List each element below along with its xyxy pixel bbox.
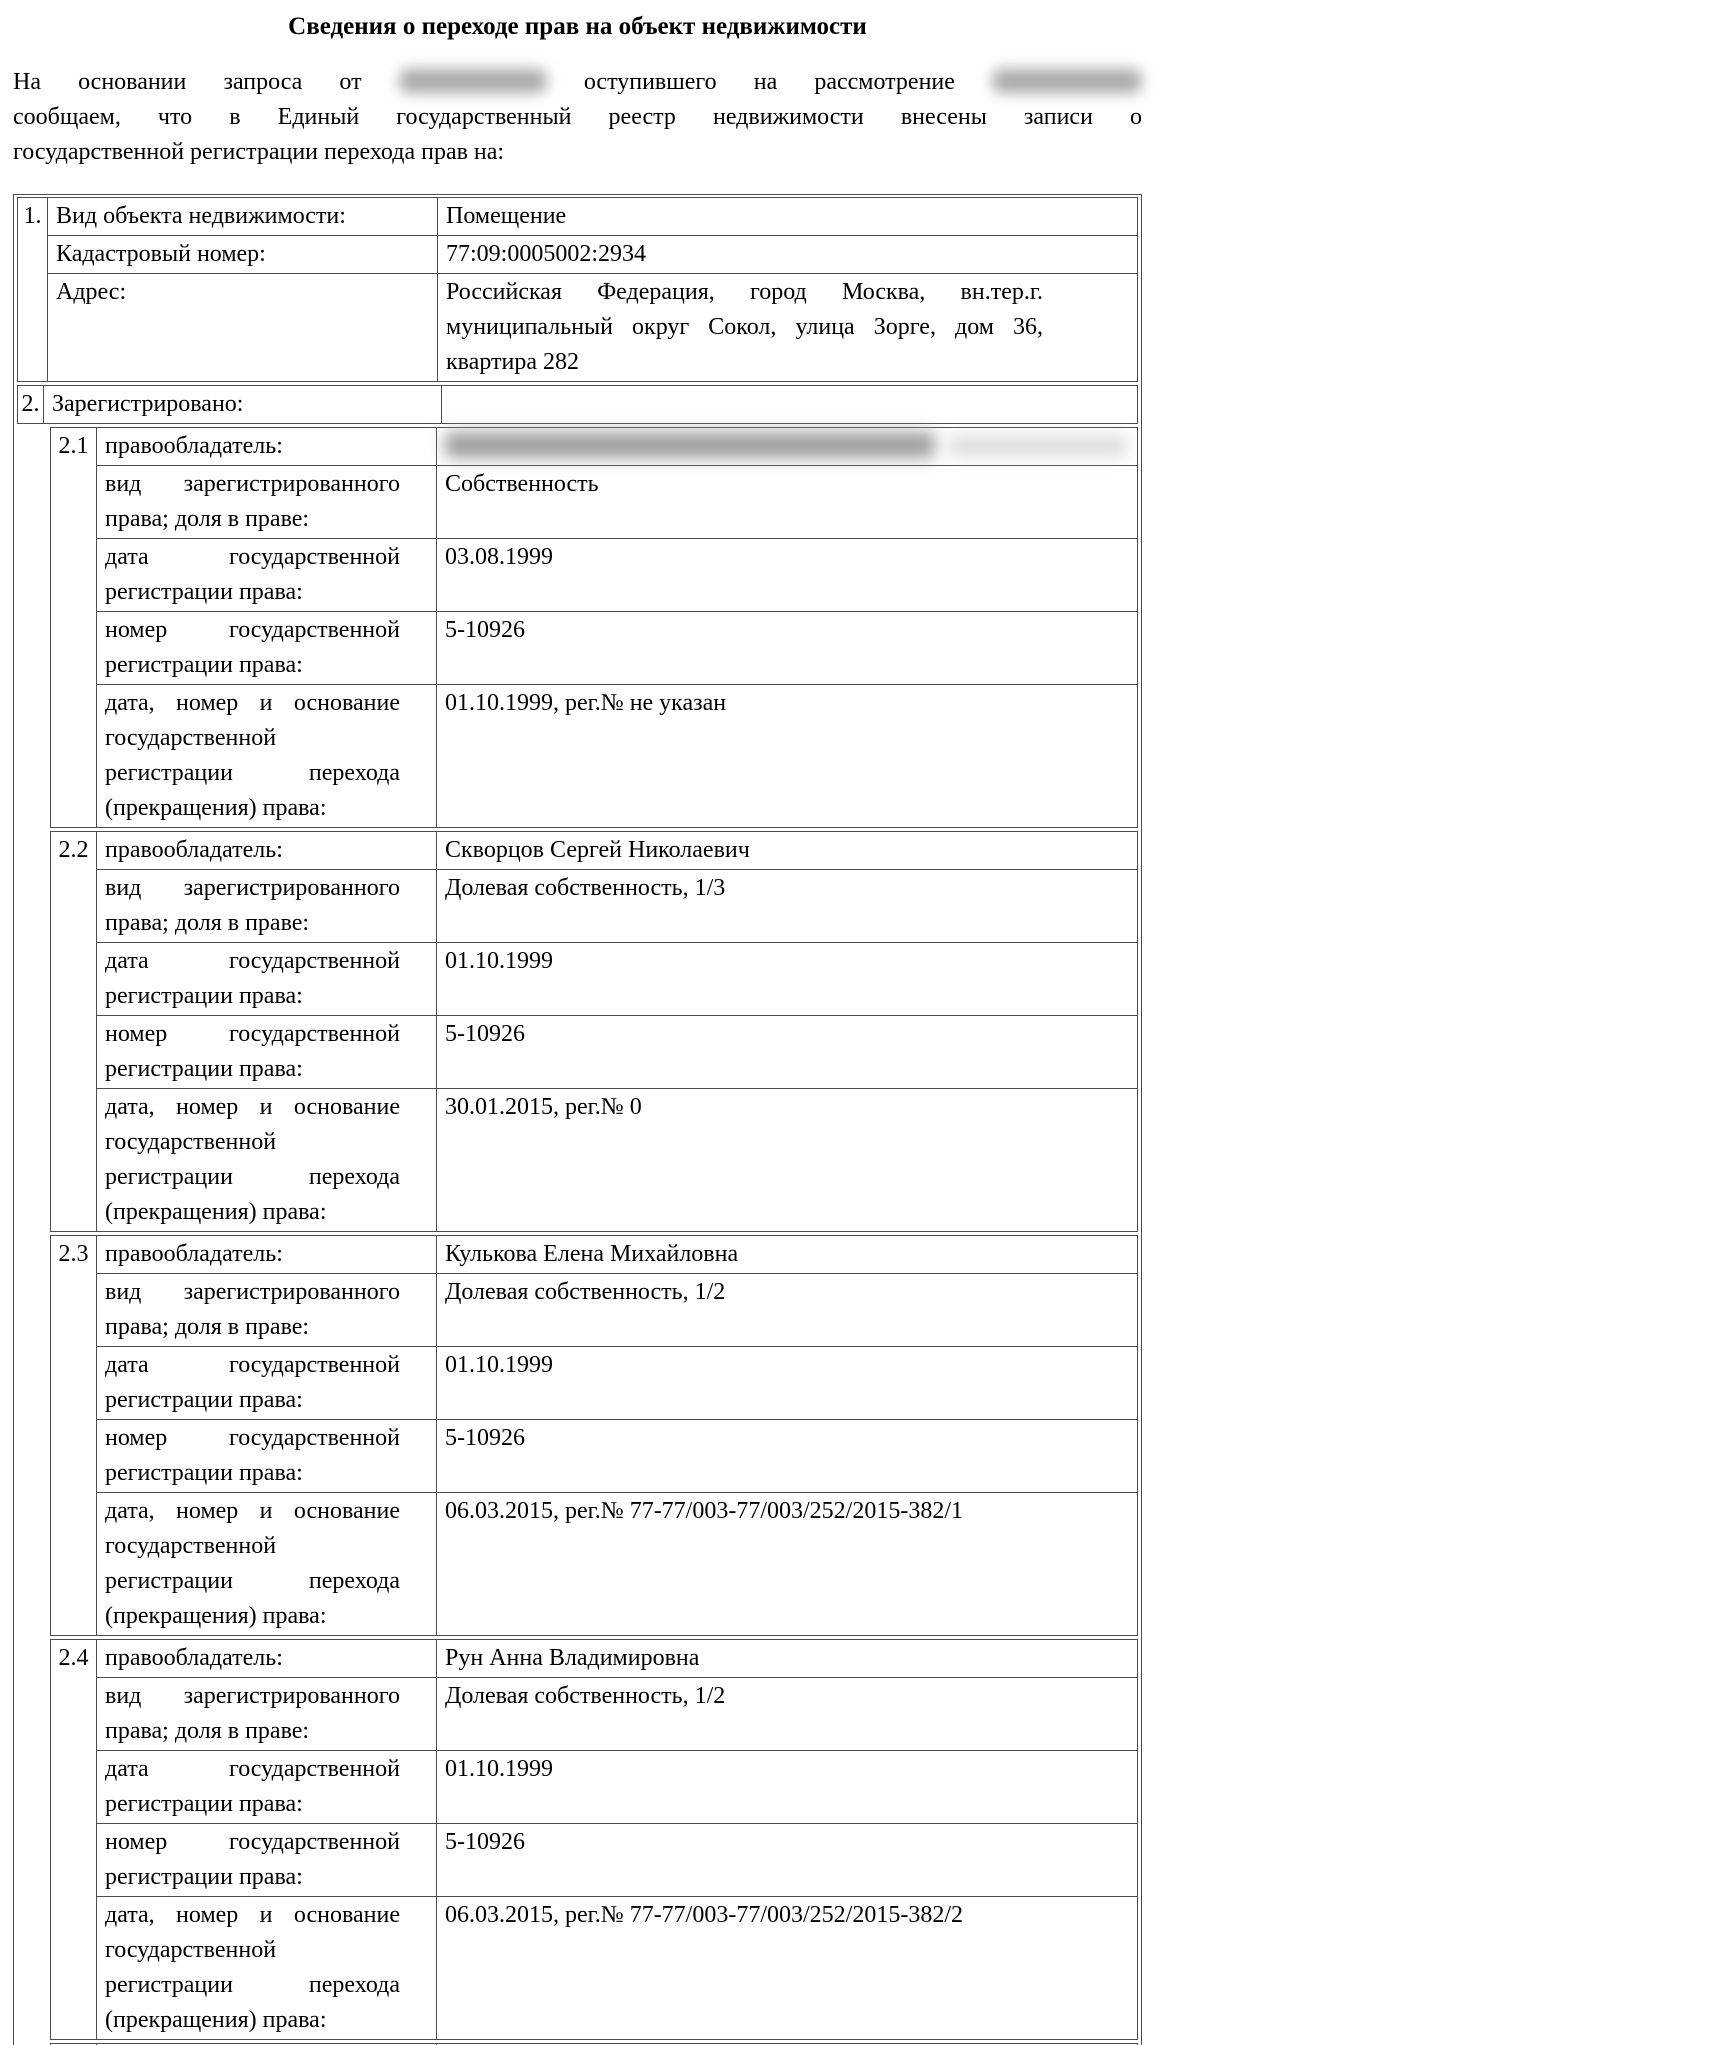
entry-number: 2.2	[51, 832, 97, 1232]
object-section-table	[17, 197, 1138, 382]
cadastral-number-value: 77:09:0005002:2934	[438, 236, 1138, 274]
registered-entry	[50, 831, 1138, 1232]
transfer-value: 06.03.2015, рег.№ 77-77/003-77/003/252/2015-382/1	[437, 1493, 1138, 1636]
reg_number-label: номер государственной регистрации права:	[97, 1016, 437, 1089]
table-row	[51, 1089, 1138, 1232]
right_kind-value: Долевая собственность, 1/3	[437, 870, 1138, 943]
transfer-value: 06.03.2015, рег.№ 77-77/003-77/003/252/2015-382/2	[437, 1897, 1138, 2040]
reg_date-value: 01.10.1999	[437, 1347, 1138, 1420]
cadastral-number-label: Кадастровый номер:	[48, 236, 438, 274]
table-row	[51, 1751, 1138, 1824]
intro-line-2: сообщаем, что в Единый государственный реестр недвижимости внесены записи о	[13, 104, 1142, 130]
table-row	[51, 685, 1138, 828]
reg_date-label: дата государственной регистрации права:	[97, 1347, 437, 1420]
holder-label: правообладатель:	[97, 1640, 437, 1678]
table-row	[51, 612, 1138, 685]
table-row	[51, 1236, 1138, 1274]
table-row	[51, 428, 1138, 466]
redacted-holder-name-tail	[949, 435, 1127, 457]
section-number: 1.	[18, 198, 48, 382]
reg_number-value: 5-10926	[437, 1016, 1138, 1089]
table-row	[51, 1897, 1138, 2040]
reg_date-value: 03.08.1999	[437, 539, 1138, 612]
transfer-label: дата, номер и основание государственной регистрации перехода (прекращения) права:	[97, 1089, 437, 1232]
table-row	[51, 1824, 1138, 1897]
table-row	[18, 386, 1138, 424]
registered-entry	[50, 1235, 1138, 1636]
reg_number-label: номер государственной регистрации права:	[97, 1420, 437, 1493]
table-row	[51, 832, 1138, 870]
entry-number: 2.4	[51, 1640, 97, 2040]
right_kind-value: Долевая собственность, 1/2	[437, 1678, 1138, 1751]
registered-section-header	[17, 385, 1138, 424]
table-row	[51, 1420, 1138, 1493]
table-row	[51, 1640, 1138, 1678]
registered-entry	[50, 427, 1138, 828]
intro-line1-between: оступившего на рассмотрение	[583, 69, 955, 95]
transfer-label: дата, номер и основание государственной регистрации перехода (прекращения) права:	[97, 685, 437, 828]
redacted-date-1	[399, 69, 547, 93]
registered-value-empty	[442, 386, 1138, 424]
rights-table	[13, 194, 1142, 2045]
registered-entry	[50, 1639, 1138, 2040]
intro-line-1	[13, 65, 1142, 100]
registered-entries	[17, 427, 1138, 2040]
holder-value: Кулькова Елена Михайловна	[437, 1236, 1138, 1274]
holder-label: правообладатель:	[97, 832, 437, 870]
holder-label: правообладатель:	[97, 428, 437, 466]
holder-label: правообладатель:	[97, 1236, 437, 1274]
reg_date-value: 01.10.1999	[437, 943, 1138, 1016]
transfer-label: дата, номер и основание государственной регистрации перехода (прекращения) права:	[97, 1493, 437, 1636]
redacted-date-2	[992, 69, 1142, 93]
intro-line1-before: На основании запроса от	[13, 69, 362, 95]
reg_date-value: 01.10.1999	[437, 1751, 1138, 1824]
transfer-value: 30.01.2015, рег.№ 0	[437, 1089, 1138, 1232]
right_kind-label: вид зарегистрированного права; доля в праве:	[97, 1274, 437, 1347]
reg_number-label: номер государственной регистрации права:	[97, 612, 437, 685]
table-row	[51, 1016, 1138, 1089]
object-kind-value: Помещение	[438, 198, 1138, 236]
reg_date-label: дата государственной регистрации права:	[97, 943, 437, 1016]
table-row	[51, 1678, 1138, 1751]
holder-value	[437, 428, 1138, 466]
transfer-label: дата, номер и основание государственной регистрации перехода (прекращения) права:	[97, 1897, 437, 2040]
intro-paragraph	[13, 65, 1142, 170]
table-row	[51, 1347, 1138, 1420]
object-kind-label: Вид объекта недвижимости:	[48, 198, 438, 236]
holder-value: Рун Анна Владимировна	[437, 1640, 1138, 1678]
right_kind-label: вид зарегистрированного права; доля в праве:	[97, 466, 437, 539]
document-content	[13, 0, 1142, 2045]
reg_date-label: дата государственной регистрации права:	[97, 1751, 437, 1824]
reg_date-label: дата государственной регистрации права:	[97, 539, 437, 612]
table-row	[51, 1493, 1138, 1636]
page-title: Сведения о переходе прав на объект недвижимости	[288, 13, 867, 40]
table-row	[51, 943, 1138, 1016]
reg_number-label: номер государственной регистрации права:	[97, 1824, 437, 1897]
right_kind-value: Собственность	[437, 466, 1138, 539]
registered-label: Зарегистрировано:	[44, 386, 442, 424]
table-row	[51, 1274, 1138, 1347]
reg_number-value: 5-10926	[437, 1824, 1138, 1897]
holder-value: Скворцов Сергей Николаевич	[437, 832, 1138, 870]
right_kind-label: вид зарегистрированного права; доля в праве:	[97, 1678, 437, 1751]
redacted-holder-name	[445, 432, 935, 458]
right_kind-label: вид зарегистрированного права; доля в праве:	[97, 870, 437, 943]
entry-number: 2.1	[51, 428, 97, 828]
transfer-value: 01.10.1999, рег.№ не указан	[437, 685, 1138, 828]
address-value: Российская Федерация, город Москва, вн.тер.г. муниципальный округ Сокол, улица Зорге, дом 36, квартира 282	[438, 274, 1138, 382]
table-row	[51, 539, 1138, 612]
table-row	[51, 466, 1138, 539]
reg_number-value: 5-10926	[437, 612, 1138, 685]
table-row	[18, 198, 1138, 236]
intro-line-3: государственной регистрации перехода прав на:	[13, 139, 505, 165]
section-number: 2.	[18, 386, 44, 424]
right_kind-value: Долевая собственность, 1/2	[437, 1274, 1138, 1347]
table-row	[18, 274, 1138, 382]
entry-number: 2.3	[51, 1236, 97, 1636]
table-row	[18, 236, 1138, 274]
address-label: Адрес:	[48, 274, 438, 382]
table-row	[51, 870, 1138, 943]
reg_number-value: 5-10926	[437, 1420, 1138, 1493]
